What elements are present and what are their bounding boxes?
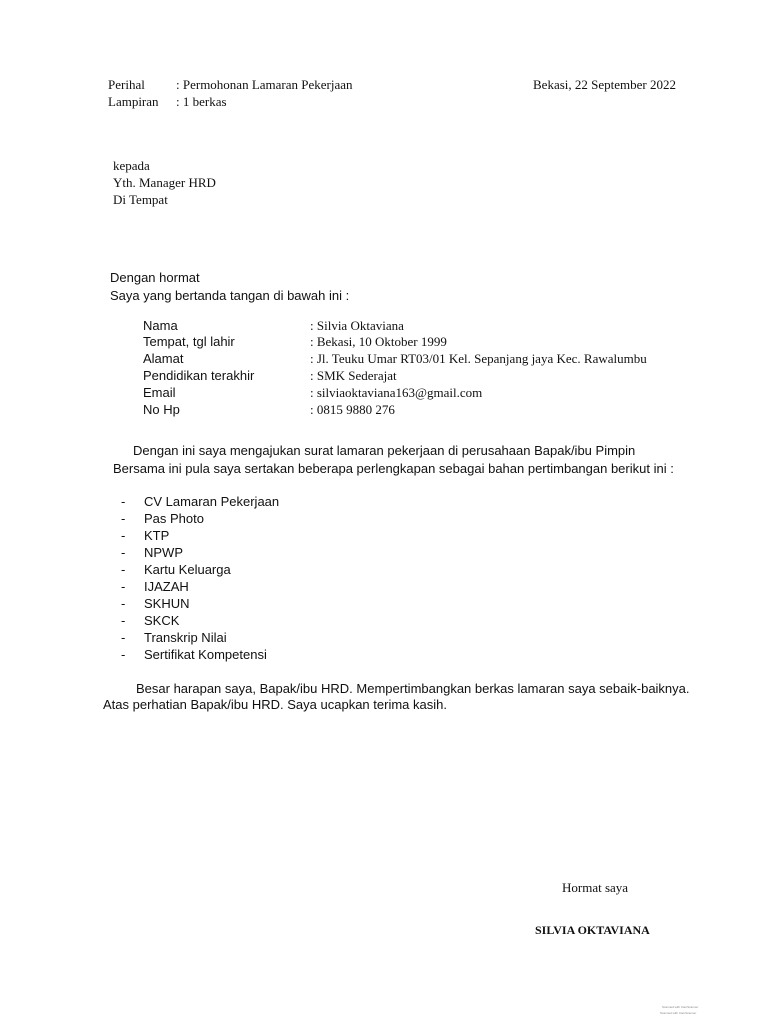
identity-label-nohp: No Hp bbox=[143, 402, 180, 417]
identity-value-email: : silviaoktaviana163@gmail.com bbox=[310, 385, 483, 400]
recipient-line1: kepada bbox=[113, 158, 150, 173]
list-bullet: - bbox=[121, 647, 126, 662]
list-item: KTP bbox=[144, 528, 170, 543]
lampiran-value: : 1 berkas bbox=[176, 94, 227, 109]
identity-label-nama: Nama bbox=[143, 318, 178, 333]
list-item: Transkrip Nilai bbox=[144, 630, 227, 645]
identity-label-email: Email bbox=[143, 385, 176, 400]
list-item: Kartu Keluarga bbox=[144, 562, 231, 577]
intro-line: Saya yang bertanda tangan di bawah ini : bbox=[110, 288, 350, 303]
scanner-stamp-line2: Scanned with CamScanner bbox=[660, 1011, 697, 1015]
signatory-name: SILVIA OKTAVIANA bbox=[535, 923, 650, 937]
list-bullet: - bbox=[121, 494, 126, 509]
recipient-line2: Yth. Manager HRD bbox=[113, 175, 216, 190]
body-paragraph-1: Dengan ini saya mengajukan surat lamaran pekerjaan di perusahaan Bapak/ibu Pimpin bbox=[133, 443, 636, 458]
list-bullet: - bbox=[121, 613, 126, 628]
list-bullet: - bbox=[121, 511, 126, 526]
list-bullet: - bbox=[121, 596, 126, 611]
identity-label-pendidikan: Pendidikan terakhir bbox=[143, 368, 255, 383]
identity-value-nama: : Silvia Oktaviana bbox=[310, 318, 404, 333]
body-paragraph-2: Bersama ini pula saya sertakan beberapa perlengkapan sebagai bahan pertimbangan berikut ini : bbox=[113, 461, 674, 476]
closing-paragraph-1: Besar harapan saya, Bapak/ibu HRD. Mempertimbangkan berkas lamaran saya sebaik-baiknya. bbox=[136, 681, 690, 696]
scanner-stamp-line1: Scanned with CamScanner bbox=[662, 1005, 699, 1009]
list-bullet: - bbox=[121, 528, 126, 543]
list-item: NPWP bbox=[144, 545, 183, 560]
list-bullet: - bbox=[121, 630, 126, 645]
identity-label-ttl: Tempat, tgl lahir bbox=[143, 334, 235, 349]
identity-value-alamat: : Jl. Teuku Umar RT03/01 Kel. Sepanjang jaya Kec. Rawalumbu bbox=[310, 351, 647, 366]
regards: Hormat saya bbox=[562, 880, 629, 895]
list-item: Pas Photo bbox=[144, 511, 204, 526]
list-item: SKHUN bbox=[144, 596, 190, 611]
recipient-line3: Di Tempat bbox=[113, 192, 168, 207]
list-item: CV Lamaran Pekerjaan bbox=[144, 494, 280, 509]
list-item: SKCK bbox=[144, 613, 180, 628]
perihal-label: Perihal bbox=[108, 77, 145, 92]
perihal-value: : Permohonan Lamaran Pekerjaan bbox=[176, 77, 353, 92]
greeting: Dengan hormat bbox=[110, 270, 200, 285]
list-item: Sertifikat Kompetensi bbox=[144, 647, 267, 662]
closing-paragraph-2: Atas perhatian Bapak/ibu HRD. Saya ucapkan terima kasih. bbox=[103, 697, 447, 712]
list-bullet: - bbox=[121, 562, 126, 577]
identity-value-pendidikan: : SMK Sederajat bbox=[310, 368, 397, 383]
list-bullet: - bbox=[121, 545, 126, 560]
identity-label-alamat: Alamat bbox=[143, 351, 184, 366]
place-date: Bekasi, 22 September 2022 bbox=[533, 77, 676, 92]
list-bullet: - bbox=[121, 579, 126, 594]
identity-value-nohp: : 0815 9880 276 bbox=[310, 402, 395, 417]
lampiran-label: Lampiran bbox=[108, 94, 159, 109]
identity-value-ttl: : Bekasi, 10 Oktober 1999 bbox=[310, 334, 447, 349]
list-item: IJAZAH bbox=[144, 579, 189, 594]
